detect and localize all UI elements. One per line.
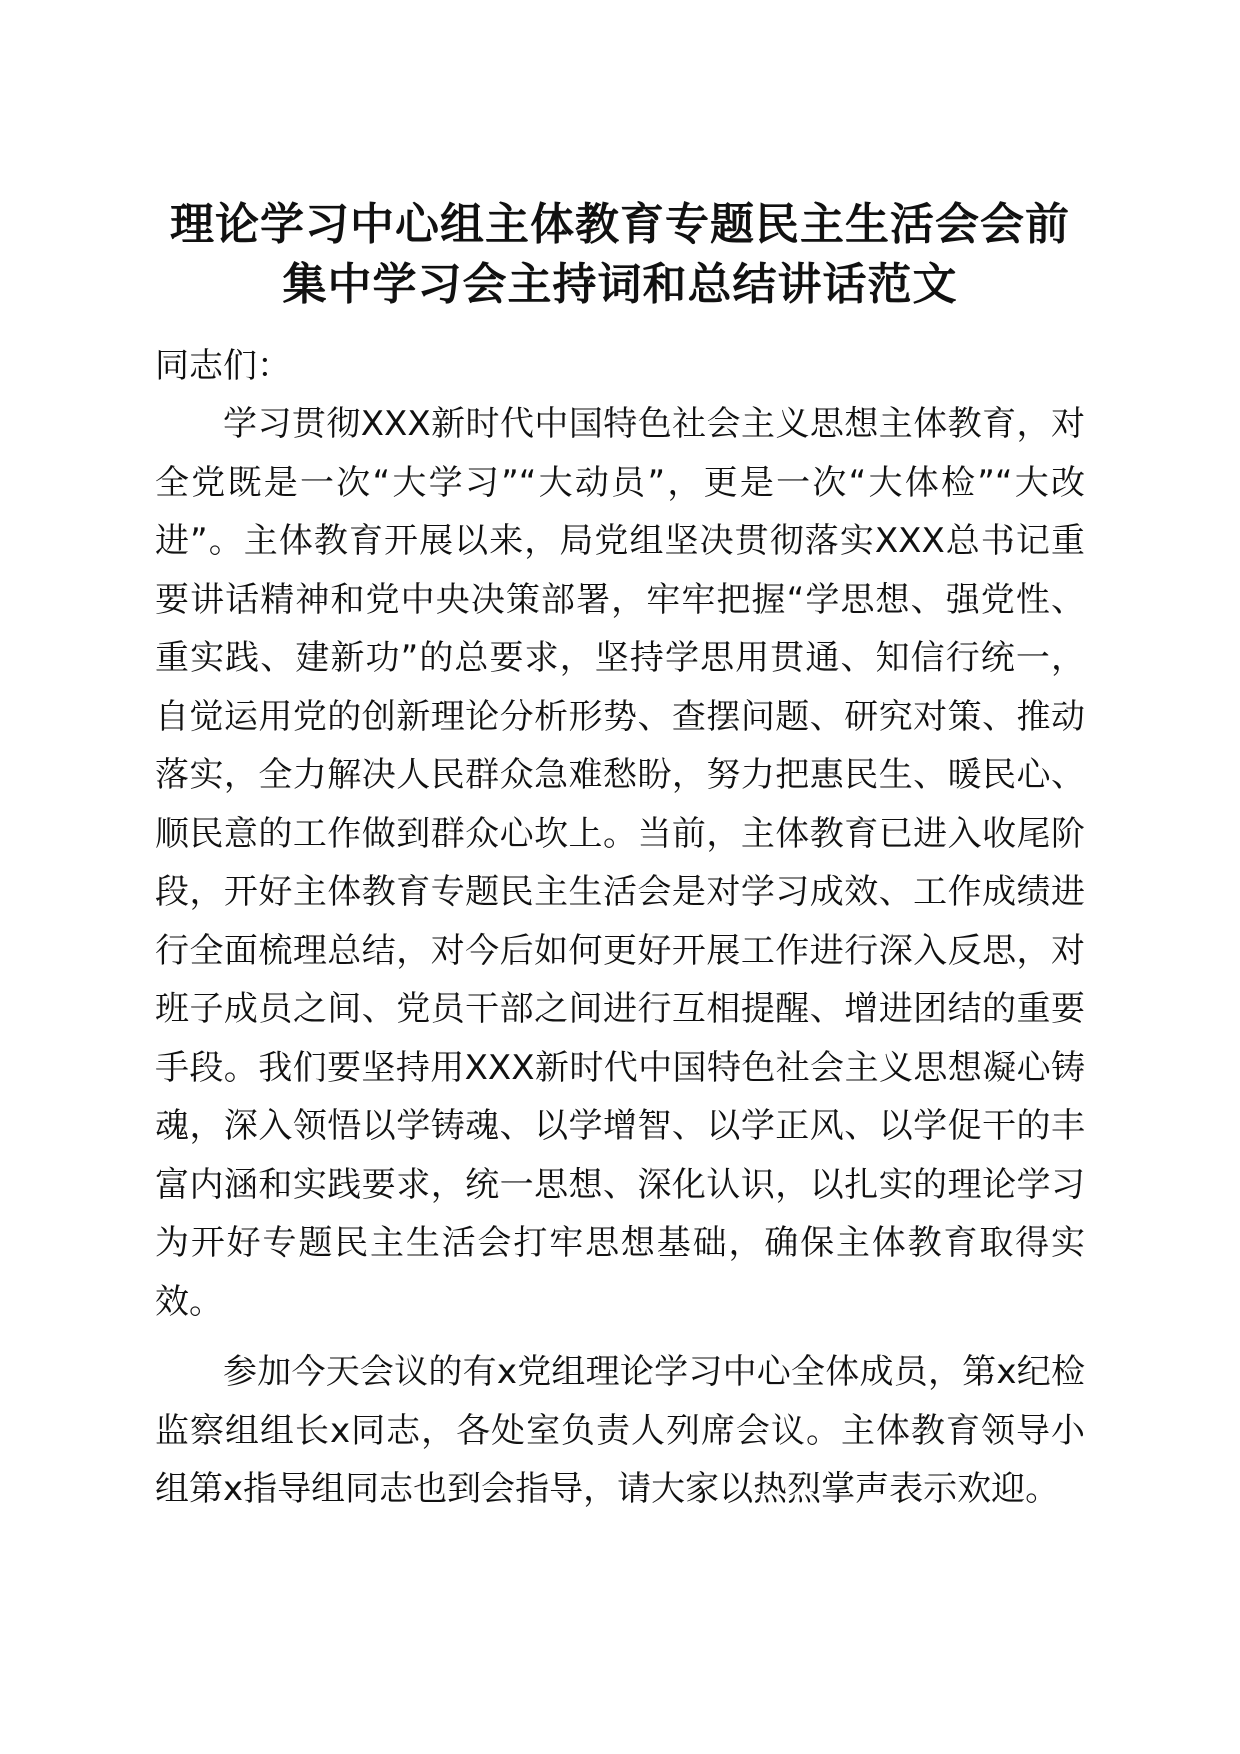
title-line-1: 理论学习中心组主体教育专题民主生活会会前 bbox=[170, 199, 1070, 250]
document-page bbox=[155, 195, 1085, 1519]
salutation: 同志们： bbox=[155, 346, 291, 386]
paragraph-2: 参加今天会议的有x党组理论学习中心全体成员，第x纪检监察组组长x同志，各处室负责人列席会议。主体教育领导小组第x指导组同志也到会指导，请大家以热烈掌声表示欢迎。 bbox=[155, 1352, 1085, 1509]
document-title bbox=[155, 195, 1085, 315]
paragraph-1: 学习贯彻XXX新时代中国特色社会主义思想主体教育，对全党既是一次“大学习”“大动员”，更是一次“大体检”“大改进”。主体教育开展以来，局党组坚决贯彻落实XXX总书记重要讲话精神和党中央决策部署，牢牢把握“学思想、强党性、重实践、建新功”的总要求，坚持学思用贯通、知信行统一，自觉运用党的创新理论分析形势、查摆问题、研究对策、推动落实，全力解决人民群众急难愁盼，努力把惠民生、暖民心、顺民意的工作做到群众心坎上。当前，主体教育已进入收尾阶段，开好主体教育专题民主生活会是对学习成效、工作成绩进行全面梳理总结，对今后如何更好开展工作进行深入反思，对班子成员之间、党员干部之间进行互相提醒、增进团结的重要手段。我们要坚持用XXX新时代中国特色社会主义思想凝心铸魂，深入领悟以学铸魂、以学增智、以学正风、以学促干的丰富内涵和实践要求，统一思想、深化认识，以扎实的理论学习为开好专题民主生活会打牢思想基础，确保主体教育取得实效。 bbox=[155, 404, 1085, 1322]
title-line-2: 集中学习会主持词和总结讲话范文 bbox=[282, 259, 958, 310]
